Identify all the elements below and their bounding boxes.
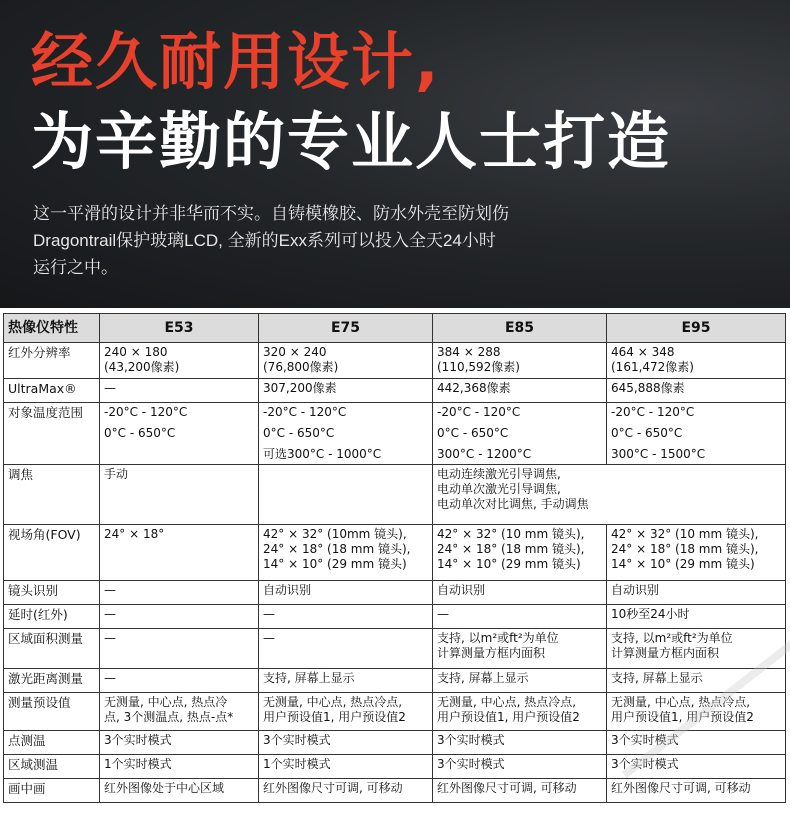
cell-e95 <box>607 581 786 605</box>
table-row <box>4 343 786 379</box>
hero-banner <box>0 0 790 308</box>
header-feature: 热像仪特性 <box>4 314 100 343</box>
table-row <box>4 629 786 669</box>
row-label: 对象温度范围 <box>4 403 100 465</box>
cell-e53 <box>100 525 259 581</box>
cell-line: 384 × 288 <box>437 345 501 359</box>
cell-line: 24° × 18° (18 mm 镜头), <box>437 542 585 556</box>
cell-line: 可选300°C - 1000°C <box>263 447 382 461</box>
cell-line: — <box>104 381 116 395</box>
cell-e85 <box>433 581 607 605</box>
hero-description <box>33 200 633 281</box>
cell-e75 <box>259 779 433 803</box>
table-row <box>4 403 786 465</box>
cell-e95 <box>607 693 786 731</box>
cell-line: 用户预设值1, 用户预设值2 <box>263 710 406 724</box>
cell-e85 <box>433 343 607 379</box>
cell-e95 <box>607 379 786 403</box>
row-label: 红外分辨率 <box>4 343 100 379</box>
cell-e75 <box>259 581 433 605</box>
cell-line: 电动连续激光引导调焦, <box>437 467 561 481</box>
cell-e85-e95 <box>433 465 786 525</box>
cell-line: 3个实时模式 <box>437 757 505 771</box>
cell-line: 645,888像素 <box>611 381 685 395</box>
row-label: 区域测温 <box>4 755 100 779</box>
cell-line: 10秒至24小时 <box>611 607 690 621</box>
cell-e95 <box>607 343 786 379</box>
cell-e75 <box>259 525 433 581</box>
cell-line: 464 × 348 <box>611 345 675 359</box>
cell-e75 <box>259 731 433 755</box>
cell-e53 <box>100 465 259 525</box>
cell-line: (76,800像素) <box>263 360 339 374</box>
cell-line: 3个实时模式 <box>611 757 679 771</box>
hero-title-white: 为辛勤的专业人士打造 <box>31 105 672 178</box>
cell-e75 <box>259 465 433 525</box>
cell-line: 240 × 180 <box>104 345 168 359</box>
cell-e75 <box>259 669 433 693</box>
cell-line: 手动 <box>104 467 129 481</box>
cell-line: — <box>104 671 116 685</box>
cell-line: 14° × 10° (29 mm 镜头) <box>263 557 407 571</box>
cell-line: 支持, 屏幕上显示 <box>611 671 703 685</box>
table-row <box>4 525 786 581</box>
cell-line: 电动单次激光引导调焦, <box>437 482 561 496</box>
cell-line: 无测量, 中心点, 热点冷 <box>104 695 228 709</box>
cell-line: -20°C - 120°C <box>263 405 347 419</box>
cell-line: 1个实时模式 <box>263 757 331 771</box>
cell-line: 24° × 18° (18 mm 镜头), <box>263 542 411 556</box>
cell-line: 1个实时模式 <box>104 757 172 771</box>
table-row <box>4 581 786 605</box>
cell-line: 300°C - 1200°C <box>437 447 532 461</box>
cell-line: 支持, 以m²或ft²为单位 <box>437 631 559 645</box>
cell-line: 14° × 10° (29 mm 镜头) <box>611 557 755 571</box>
cell-line: 0°C - 650°C <box>263 426 335 440</box>
cell-e95 <box>607 755 786 779</box>
cell-e95 <box>607 629 786 669</box>
cell-line: 点, 3个测温点, 热点-点* <box>104 710 234 724</box>
cell-e53 <box>100 605 259 629</box>
cell-line: 自动识别 <box>437 583 486 597</box>
row-label: 调焦 <box>4 465 100 525</box>
cell-e85 <box>433 779 607 803</box>
cell-line: 300°C - 1500°C <box>611 447 706 461</box>
cell-e53 <box>100 731 259 755</box>
cell-line: 红外图像尺寸可调, 可移动 <box>611 781 751 795</box>
cell-e85 <box>433 379 607 403</box>
cell-line: 支持, 以m²或ft²为单位 <box>611 631 733 645</box>
cell-e53 <box>100 755 259 779</box>
cell-e53 <box>100 693 259 731</box>
header-e75: E75 <box>259 314 433 343</box>
cell-e75 <box>259 605 433 629</box>
table-header-row <box>4 314 786 343</box>
cell-line: 3个实时模式 <box>263 733 331 747</box>
cell-e85 <box>433 731 607 755</box>
cell-e95 <box>607 605 786 629</box>
cell-e95 <box>607 731 786 755</box>
cell-line: 14° × 10° (29 mm 镜头) <box>437 557 581 571</box>
table-row <box>4 755 786 779</box>
cell-e95 <box>607 779 786 803</box>
cell-line: -20°C - 120°C <box>611 405 695 419</box>
cell-line: 442,368像素 <box>437 381 511 395</box>
cell-e85 <box>433 669 607 693</box>
cell-e53 <box>100 343 259 379</box>
cell-line: — <box>104 607 116 621</box>
row-label: 区域面积测量 <box>4 629 100 669</box>
table-row <box>4 693 786 731</box>
cell-line: 无测量, 中心点, 热点冷点, <box>611 695 751 709</box>
hero-desc-line: Dragontrail保护玻璃LCD, 全新的Exx系列可以投入全天24小时 <box>33 231 496 250</box>
cell-e75 <box>259 693 433 731</box>
cell-e85 <box>433 629 607 669</box>
header-e53: E53 <box>100 314 259 343</box>
cell-e53 <box>100 669 259 693</box>
hero-desc-line: 运行之中。 <box>33 258 118 277</box>
spec-comparison-table <box>3 313 786 803</box>
cell-e85 <box>433 755 607 779</box>
cell-line: 计算测量方框内面积 <box>437 646 546 660</box>
table-row <box>4 731 786 755</box>
cell-e53 <box>100 581 259 605</box>
cell-line: 0°C - 650°C <box>437 426 509 440</box>
cell-e85 <box>433 605 607 629</box>
cell-line: 用户预设值1, 用户预设值2 <box>611 710 754 724</box>
table-row <box>4 379 786 403</box>
cell-line: 用户预设值1, 用户预设值2 <box>437 710 580 724</box>
cell-line: 3个实时模式 <box>104 733 172 747</box>
cell-e85 <box>433 403 607 465</box>
cell-line: 支持, 屏幕上显示 <box>437 671 529 685</box>
cell-line: 3个实时模式 <box>437 733 505 747</box>
cell-line: (110,592像素) <box>437 360 520 374</box>
cell-line: — <box>263 631 275 645</box>
row-label: 视场角(FOV) <box>4 525 100 581</box>
cell-line: 24° × 18° (18 mm 镜头), <box>611 542 759 556</box>
cell-line: — <box>104 631 116 645</box>
header-e95: E95 <box>607 314 786 343</box>
cell-e53 <box>100 629 259 669</box>
cell-line: 自动识别 <box>263 583 312 597</box>
cell-line: 红外图像尺寸可调, 可移动 <box>437 781 577 795</box>
cell-e75 <box>259 343 433 379</box>
cell-line: — <box>437 607 449 621</box>
row-label: 点测温 <box>4 731 100 755</box>
hero-title-red: 经久耐用设计, <box>31 25 441 98</box>
cell-e95 <box>607 403 786 465</box>
cell-line: 42° × 32° (10 mm 镜头), <box>611 527 759 541</box>
table-row <box>4 779 786 803</box>
cell-line: 红外图像处于中心区域 <box>104 781 225 795</box>
row-label: 画中画 <box>4 779 100 803</box>
cell-line: 红外图像尺寸可调, 可移动 <box>263 781 403 795</box>
cell-e75 <box>259 403 433 465</box>
cell-line: 24° × 18° <box>104 527 165 541</box>
cell-e75 <box>259 629 433 669</box>
cell-line: -20°C - 120°C <box>104 405 188 419</box>
cell-line: 42° × 32° (10 mm 镜头), <box>437 527 585 541</box>
cell-e85 <box>433 525 607 581</box>
row-label: 延时(红外) <box>4 605 100 629</box>
cell-line: 3个实时模式 <box>611 733 679 747</box>
cell-line: 0°C - 650°C <box>104 426 176 440</box>
cell-e85 <box>433 693 607 731</box>
table-row <box>4 605 786 629</box>
cell-line: 电动单次对比调焦, 手动调焦 <box>437 497 589 511</box>
header-e85: E85 <box>433 314 607 343</box>
cell-e75 <box>259 379 433 403</box>
cell-e53 <box>100 403 259 465</box>
table-row <box>4 465 786 525</box>
cell-line: — <box>104 583 116 597</box>
cell-e95 <box>607 669 786 693</box>
cell-line: 无测量, 中心点, 热点冷点, <box>263 695 403 709</box>
cell-line: 无测量, 中心点, 热点冷点, <box>437 695 577 709</box>
row-label: 测量预设值 <box>4 693 100 731</box>
row-label: UltraMax® <box>4 379 100 403</box>
cell-line: 计算测量方框内面积 <box>611 646 720 660</box>
cell-line: 支持, 屏幕上显示 <box>263 671 355 685</box>
cell-line: 320 × 240 <box>263 345 327 359</box>
cell-line: (43,200像素) <box>104 360 180 374</box>
cell-line: — <box>263 607 275 621</box>
cell-line: 自动识别 <box>611 583 660 597</box>
cell-line: 307,200像素 <box>263 381 337 395</box>
cell-line: 42° × 32° (10mm 镜头), <box>263 527 407 541</box>
cell-e75 <box>259 755 433 779</box>
cell-e53 <box>100 379 259 403</box>
hero-desc-line: 这一平滑的设计并非华而不实。自铸模橡胶、防水外壳至防划伤 <box>33 204 509 223</box>
cell-line: (161,472像素) <box>611 360 694 374</box>
cell-line: -20°C - 120°C <box>437 405 521 419</box>
row-label: 镜头识别 <box>4 581 100 605</box>
cell-line: 0°C - 650°C <box>611 426 683 440</box>
table-row <box>4 669 786 693</box>
cell-e53 <box>100 779 259 803</box>
cell-e95 <box>607 525 786 581</box>
row-label: 激光距离测量 <box>4 669 100 693</box>
